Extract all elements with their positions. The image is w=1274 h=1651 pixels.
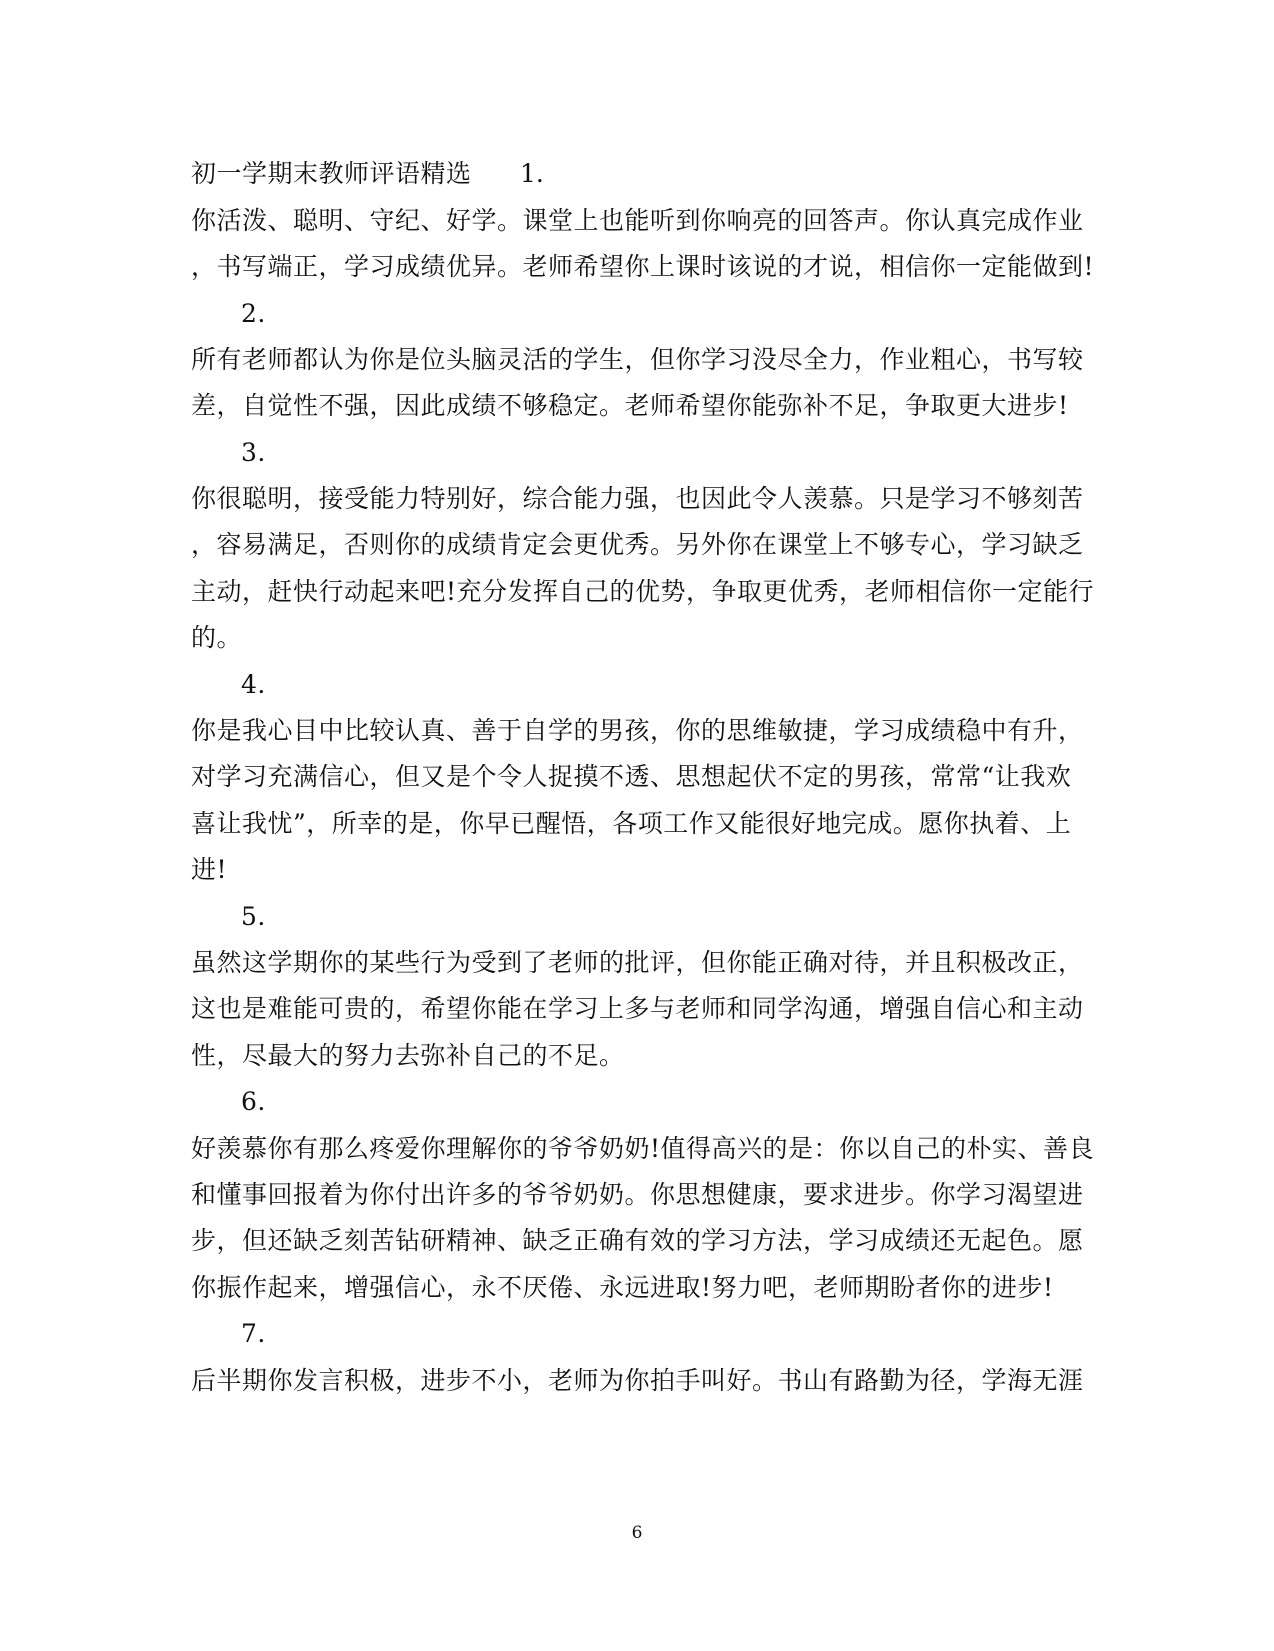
item-number: 5. <box>241 902 266 931</box>
item-number: 2. <box>241 299 266 328</box>
text-line: ，容易满足，否则你的成绩肯定会更优秀。另外你在课堂上不够专心，学习缺乏 <box>191 530 1084 559</box>
text-line: 差，自觉性不强，因此成绩不够稳定。老师希望你能弥补不足，争取更大进步! <box>191 391 1069 420</box>
text-line: 你振作起来，增强信心，永不厌倦、永远进取!努力吧，老师期盼者你的进步! <box>191 1273 1054 1302</box>
text-line: 喜让我忧”，所幸的是，你早已醒悟，各项工作又能很好地完成。愿你执着、上 <box>191 809 1072 838</box>
text-line: 进! <box>191 855 228 884</box>
text-line: 好羡慕你有那么疼爱你理解你的爷爷奶奶!值得高兴的是：你以自己的朴实、善良 <box>191 1134 1095 1163</box>
text-line: 你是我心目中比较认真、善于自学的男孩，你的思维敏捷，学习成绩稳中有升， <box>191 716 1084 745</box>
text-line: 所有老师都认为你是位头脑灵活的学生，但你学习没尽全力，作业粗心，书写较 <box>191 345 1084 374</box>
item-number: 3. <box>241 438 266 467</box>
text-line: 对学习充满信心，但又是个令人捉摸不透、思想起伏不定的男孩，常常“让我欢 <box>191 762 1072 791</box>
item-number: 1. <box>520 159 544 188</box>
text-line: 步，但还缺乏刻苦钻研精神、缺乏正确有效的学习方法，学习成绩还无起色。愿 <box>191 1226 1084 1255</box>
text-line: 性，尽最大的努力去弥补自己的不足。 <box>191 1041 625 1070</box>
text-line: 这也是难能可贵的，希望你能在学习上多与老师和同学沟通，增强自信心和主动 <box>191 994 1084 1023</box>
item-number: 7. <box>241 1319 266 1348</box>
text-line: 的。 <box>191 623 243 652</box>
text-line: 后半期你发言积极，进步不小，老师为你拍手叫好。书山有路勤为径，学海无涯 <box>191 1366 1084 1395</box>
text-line: 和懂事回报着为你付出许多的爷爷奶奶。你思想健康，要求进步。你学习渴望进 <box>191 1180 1084 1209</box>
item-number: 4. <box>241 670 266 699</box>
document-title: 初一学期末教师评语精选 <box>191 159 472 188</box>
text-line: 主动，赶快行动起来吧!充分发挥自己的优势，争取更优秀，老师相信你一定能行 <box>191 577 1095 606</box>
text-line: 虽然这学期你的某些行为受到了老师的批评，但你能正确对待，并且积极改正， <box>191 948 1084 977</box>
item-number: 6. <box>241 1087 266 1116</box>
text-line: ，书写端正，学习成绩优异。老师希望你上课时该说的才说，相信你一定能做到! <box>191 252 1095 281</box>
text-line: 你活泼、聪明、守纪、好学。课堂上也能听到你响亮的回答声。你认真完成作业 <box>191 206 1084 235</box>
page-number: 6 <box>631 1523 643 1543</box>
text-line: 你很聪明，接受能力特别好，综合能力强，也因此令人羡慕。只是学习不够刻苦 <box>191 484 1084 513</box>
